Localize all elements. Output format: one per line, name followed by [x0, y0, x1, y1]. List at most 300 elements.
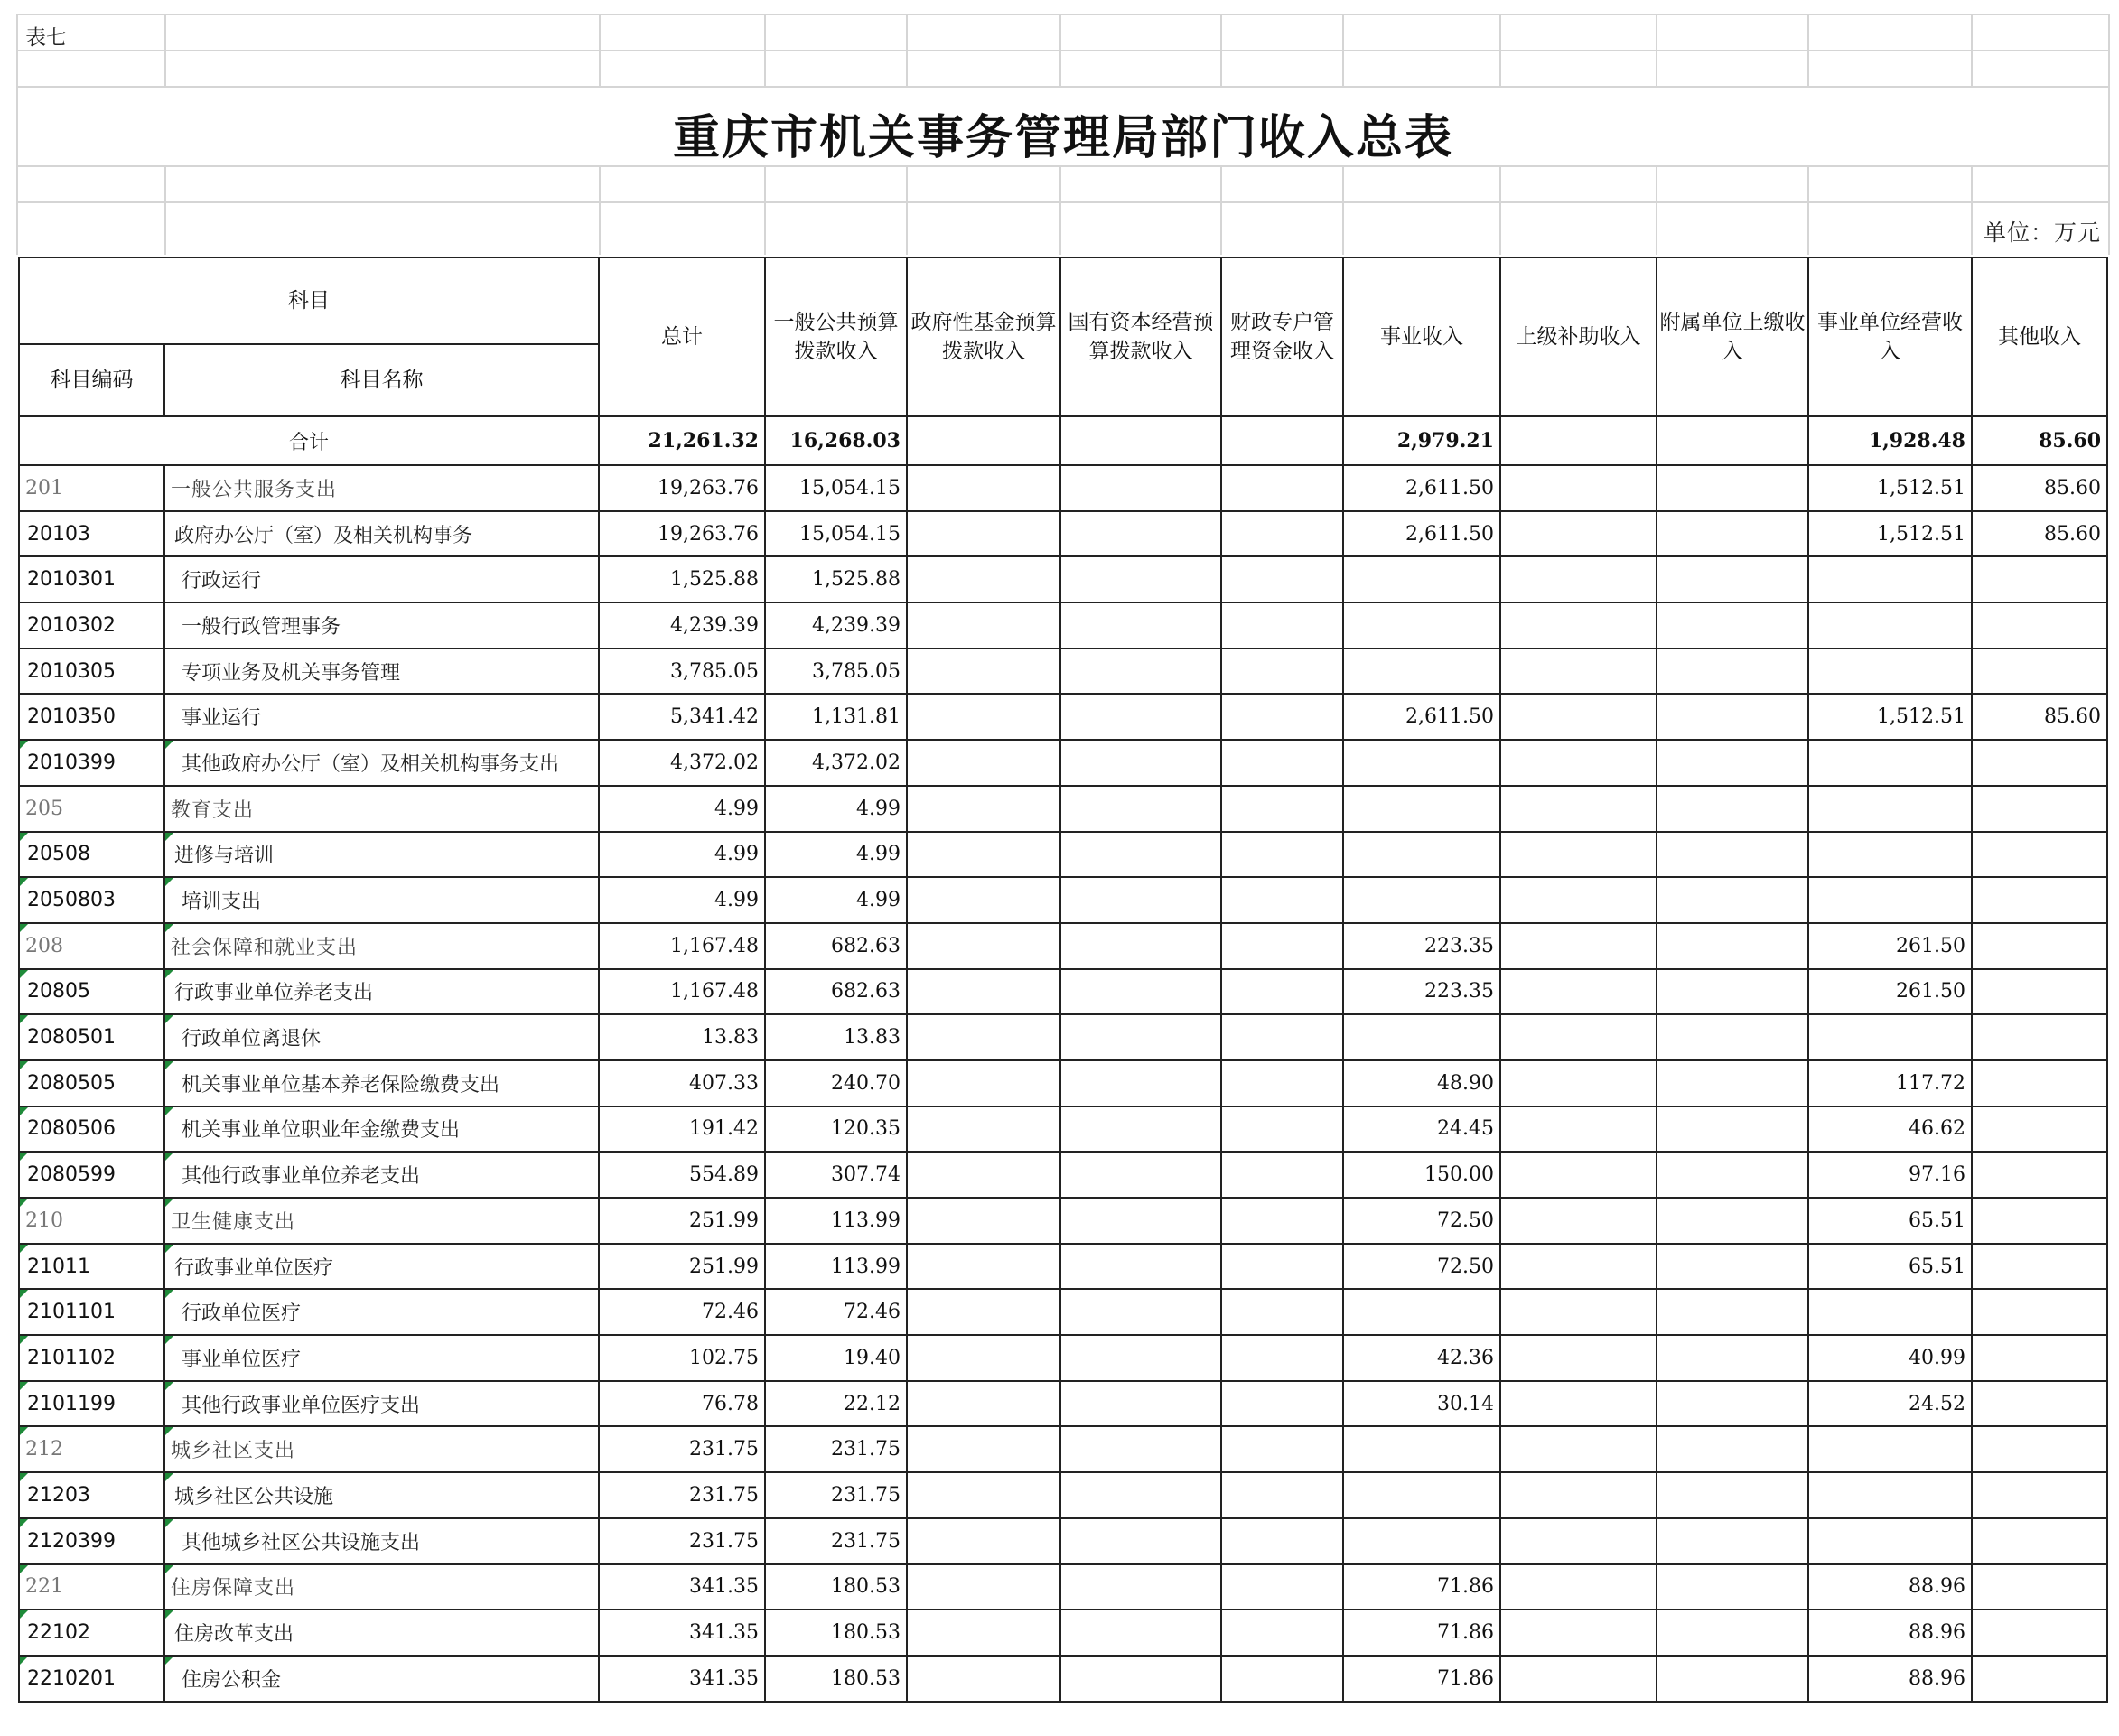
- cell-subsidiary-remit: [1657, 694, 1808, 740]
- subject-code-cell: 2080501: [19, 1014, 164, 1060]
- cell-subsidiary-remit: [1657, 511, 1808, 557]
- subject-code-cell: 2101102: [19, 1335, 164, 1381]
- cell-gov-fund: [907, 969, 1060, 1015]
- subject-name-cell: 机关事业单位基本养老保险缴费支出: [164, 1060, 599, 1106]
- cell-general-budget: 240.70: [765, 1060, 907, 1106]
- cell-total: 231.75: [599, 1426, 765, 1472]
- table-row: [19, 1152, 2107, 1198]
- cell-gov-fund: [907, 786, 1060, 832]
- cell-special-account: [1221, 465, 1343, 511]
- subject-code-cell: 20508: [19, 832, 164, 878]
- cell-operating-income: 261.50: [1808, 923, 1972, 969]
- cell-other-income: [1972, 649, 2107, 695]
- subject-name-cell: 进修与培训: [164, 832, 599, 878]
- table-row: [19, 1472, 2107, 1518]
- cell-other-income: [1972, 740, 2107, 786]
- subject-name-cell: 住房改革支出: [164, 1610, 599, 1656]
- cell-special-account: [1221, 1014, 1343, 1060]
- subject-name-cell: 其他政府办公厅（室）及相关机构事务支出: [164, 740, 599, 786]
- cell-superior-subsidy: [1500, 1472, 1657, 1518]
- subject-name-cell: 事业单位医疗: [164, 1335, 599, 1381]
- cell-operating-income: [1808, 877, 1972, 923]
- cell-gov-fund: [907, 1381, 1060, 1427]
- header-subject-code: 科目编码: [19, 344, 164, 416]
- cell-superior-subsidy: [1500, 1518, 1657, 1564]
- subject-code-cell: 20805: [19, 969, 164, 1015]
- subject-name-cell: 一般行政管理事务: [164, 602, 599, 649]
- cell-total: 231.75: [599, 1518, 765, 1564]
- subject-name-cell: 机关事业单位职业年金缴费支出: [164, 1106, 599, 1153]
- cell-gov-fund: [907, 1564, 1060, 1610]
- subject-code-cell: 2101199: [19, 1381, 164, 1427]
- cell-state-capital: [1060, 877, 1221, 923]
- header-gov-fund: 政府性基金预算拨款收入: [907, 257, 1060, 416]
- cell-subsidiary-remit: [1657, 1564, 1808, 1610]
- total-cell-other-income: 85.60: [1972, 416, 2107, 465]
- cell-state-capital: [1060, 602, 1221, 649]
- cell-gov-fund: [907, 1106, 1060, 1153]
- table-row: [19, 923, 2107, 969]
- table-row: [19, 602, 2107, 649]
- cell-total: 4,239.39: [599, 602, 765, 649]
- cell-total: 554.89: [599, 1152, 765, 1198]
- cell-state-capital: [1060, 1014, 1221, 1060]
- cell-superior-subsidy: [1500, 969, 1657, 1015]
- cell-state-capital: [1060, 1518, 1221, 1564]
- cell-total: 19,263.76: [599, 511, 765, 557]
- header-state-capital: 国有资本经营预算拨款收入: [1060, 257, 1221, 416]
- cell-general-budget: 4.99: [765, 832, 907, 878]
- cell-gov-fund: [907, 602, 1060, 649]
- cell-total: 1,525.88: [599, 556, 765, 602]
- table-row: [19, 1335, 2107, 1381]
- cell-state-capital: [1060, 1610, 1221, 1656]
- cell-gov-fund: [907, 832, 1060, 878]
- cell-special-account: [1221, 602, 1343, 649]
- cell-business-income: 71.86: [1343, 1564, 1500, 1610]
- cell-gov-fund: [907, 649, 1060, 695]
- cell-total: 341.35: [599, 1564, 765, 1610]
- sheet-header-area: [16, 14, 2110, 255]
- cell-operating-income: [1808, 649, 1972, 695]
- cell-special-account: [1221, 1656, 1343, 1702]
- cell-operating-income: 65.51: [1808, 1244, 1972, 1290]
- cell-state-capital: [1060, 1152, 1221, 1198]
- cell-operating-income: 1,512.51: [1808, 511, 1972, 557]
- subject-name-cell: 事业运行: [164, 694, 599, 740]
- cell-general-budget: 1,525.88: [765, 556, 907, 602]
- cell-superior-subsidy: [1500, 740, 1657, 786]
- cell-operating-income: [1808, 832, 1972, 878]
- cell-gov-fund: [907, 1472, 1060, 1518]
- table-row: [19, 969, 2107, 1015]
- subject-code-cell: 201: [19, 465, 164, 511]
- cell-total: 341.35: [599, 1656, 765, 1702]
- table-row: [19, 694, 2107, 740]
- cell-total: 72.46: [599, 1289, 765, 1335]
- cell-superior-subsidy: [1500, 1335, 1657, 1381]
- cell-special-account: [1221, 511, 1343, 557]
- cell-special-account: [1221, 832, 1343, 878]
- cell-special-account: [1221, 1106, 1343, 1153]
- cell-general-budget: 307.74: [765, 1152, 907, 1198]
- cell-superior-subsidy: [1500, 511, 1657, 557]
- cell-business-income: 223.35: [1343, 923, 1500, 969]
- cell-gov-fund: [907, 465, 1060, 511]
- subject-name-cell: 一般公共服务支出: [164, 465, 599, 511]
- cell-gov-fund: [907, 1060, 1060, 1106]
- cell-other-income: [1972, 786, 2107, 832]
- table-row: [19, 1610, 2107, 1656]
- cell-state-capital: [1060, 832, 1221, 878]
- cell-general-budget: 180.53: [765, 1564, 907, 1610]
- cell-operating-income: [1808, 556, 1972, 602]
- cell-gov-fund: [907, 1335, 1060, 1381]
- cell-state-capital: [1060, 1244, 1221, 1290]
- cell-state-capital: [1060, 786, 1221, 832]
- table-row: [19, 832, 2107, 878]
- cell-business-income: [1343, 786, 1500, 832]
- cell-other-income: 85.60: [1972, 465, 2107, 511]
- cell-operating-income: 88.96: [1808, 1610, 1972, 1656]
- cell-special-account: [1221, 1426, 1343, 1472]
- total-cell-business-income: 2,979.21: [1343, 416, 1500, 465]
- cell-general-budget: 120.35: [765, 1106, 907, 1153]
- cell-operating-income: 1,512.51: [1808, 694, 1972, 740]
- unit-label: 单位：万元: [1983, 219, 2101, 246]
- cell-superior-subsidy: [1500, 1564, 1657, 1610]
- cell-state-capital: [1060, 1198, 1221, 1244]
- subject-code-cell: 205: [19, 786, 164, 832]
- cell-other-income: [1972, 969, 2107, 1015]
- header-subject: 科目: [19, 257, 599, 344]
- cell-other-income: 85.60: [1972, 511, 2107, 557]
- cell-business-income: 42.36: [1343, 1335, 1500, 1381]
- cell-general-budget: 22.12: [765, 1381, 907, 1427]
- cell-business-income: [1343, 832, 1500, 878]
- cell-gov-fund: [907, 1198, 1060, 1244]
- cell-gov-fund: [907, 556, 1060, 602]
- cell-general-budget: 180.53: [765, 1656, 907, 1702]
- cell-superior-subsidy: [1500, 1656, 1657, 1702]
- table-row: [19, 649, 2107, 695]
- cell-subsidiary-remit: [1657, 740, 1808, 786]
- cell-operating-income: [1808, 786, 1972, 832]
- subject-code-cell: 2210201: [19, 1656, 164, 1702]
- cell-subsidiary-remit: [1657, 832, 1808, 878]
- cell-business-income: 223.35: [1343, 969, 1500, 1015]
- cell-operating-income: 1,512.51: [1808, 465, 1972, 511]
- cell-superior-subsidy: [1500, 694, 1657, 740]
- cell-superior-subsidy: [1500, 465, 1657, 511]
- cell-general-budget: 180.53: [765, 1610, 907, 1656]
- subject-name-cell: 行政运行: [164, 556, 599, 602]
- cell-general-budget: 113.99: [765, 1198, 907, 1244]
- subject-name-cell: 住房保障支出: [164, 1564, 599, 1610]
- cell-operating-income: 88.96: [1808, 1564, 1972, 1610]
- subject-name-cell: 专项业务及机关事务管理: [164, 649, 599, 695]
- subject-name-cell: 行政单位离退休: [164, 1014, 599, 1060]
- cell-subsidiary-remit: [1657, 649, 1808, 695]
- subject-code-cell: 2101101: [19, 1289, 164, 1335]
- table-row: [19, 1289, 2107, 1335]
- cell-operating-income: [1808, 1289, 1972, 1335]
- cell-superior-subsidy: [1500, 1198, 1657, 1244]
- cell-operating-income: 24.52: [1808, 1381, 1972, 1427]
- cell-total: 341.35: [599, 1610, 765, 1656]
- table-row: [19, 1198, 2107, 1244]
- cell-state-capital: [1060, 1289, 1221, 1335]
- table-row: [19, 465, 2107, 511]
- cell-general-budget: 113.99: [765, 1244, 907, 1290]
- cell-special-account: [1221, 1610, 1343, 1656]
- subject-code-cell: 21011: [19, 1244, 164, 1290]
- cell-state-capital: [1060, 694, 1221, 740]
- table-row: [19, 1656, 2107, 1702]
- header-business-income: 事业收入: [1343, 257, 1500, 416]
- cell-business-income: 30.14: [1343, 1381, 1500, 1427]
- cell-special-account: [1221, 1152, 1343, 1198]
- cell-general-budget: 4,239.39: [765, 602, 907, 649]
- subject-name-cell: 住房公积金: [164, 1656, 599, 1702]
- cell-gov-fund: [907, 1656, 1060, 1702]
- subject-name-cell: 社会保障和就业支出: [164, 923, 599, 969]
- cell-total: 231.75: [599, 1472, 765, 1518]
- cell-other-income: [1972, 1518, 2107, 1564]
- cell-business-income: [1343, 1426, 1500, 1472]
- header-subject-name: 科目名称: [164, 344, 599, 416]
- cell-other-income: [1972, 877, 2107, 923]
- header-subsidiary-remit: 附属单位上缴收入: [1657, 257, 1808, 416]
- cell-superior-subsidy: [1500, 1610, 1657, 1656]
- subject-code-cell: 2080506: [19, 1106, 164, 1153]
- cell-state-capital: [1060, 1472, 1221, 1518]
- cell-state-capital: [1060, 1106, 1221, 1153]
- cell-general-budget: 72.46: [765, 1289, 907, 1335]
- cell-total: 191.42: [599, 1106, 765, 1153]
- total-cell-state-capital: [1060, 416, 1221, 465]
- table-row: [19, 877, 2107, 923]
- cell-other-income: [1972, 923, 2107, 969]
- cell-operating-income: [1808, 602, 1972, 649]
- subject-code-cell: 2080599: [19, 1152, 164, 1198]
- cell-subsidiary-remit: [1657, 1472, 1808, 1518]
- cell-total: 3,785.05: [599, 649, 765, 695]
- cell-total: 407.33: [599, 1060, 765, 1106]
- table-row: [19, 1014, 2107, 1060]
- subject-name-cell: 其他行政事业单位医疗支出: [164, 1381, 599, 1427]
- cell-other-income: [1972, 1564, 2107, 1610]
- cell-state-capital: [1060, 1381, 1221, 1427]
- header-other-income: 其他收入: [1972, 257, 2107, 416]
- cell-subsidiary-remit: [1657, 1244, 1808, 1290]
- cell-gov-fund: [907, 923, 1060, 969]
- cell-superior-subsidy: [1500, 1152, 1657, 1198]
- cell-operating-income: 46.62: [1808, 1106, 1972, 1153]
- cell-operating-income: 117.72: [1808, 1060, 1972, 1106]
- subject-code-cell: 2120399: [19, 1518, 164, 1564]
- total-cell-operating-income: 1,928.48: [1808, 416, 1972, 465]
- cell-general-budget: 682.63: [765, 923, 907, 969]
- cell-subsidiary-remit: [1657, 1014, 1808, 1060]
- cell-special-account: [1221, 969, 1343, 1015]
- table-row: [19, 1426, 2107, 1472]
- cell-state-capital: [1060, 740, 1221, 786]
- cell-total: 4,372.02: [599, 740, 765, 786]
- subject-code-cell: 210: [19, 1198, 164, 1244]
- cell-state-capital: [1060, 1335, 1221, 1381]
- subject-name-cell: 城乡社区公共设施: [164, 1472, 599, 1518]
- subject-name-cell: 政府办公厅（室）及相关机构事务: [164, 511, 599, 557]
- cell-operating-income: [1808, 740, 1972, 786]
- cell-business-income: [1343, 1289, 1500, 1335]
- cell-total: 4.99: [599, 877, 765, 923]
- cell-special-account: [1221, 740, 1343, 786]
- cell-total: 1,167.48: [599, 969, 765, 1015]
- cell-state-capital: [1060, 465, 1221, 511]
- cell-superior-subsidy: [1500, 1426, 1657, 1472]
- total-cell-subsidiary-remit: [1657, 416, 1808, 465]
- subject-name-cell: 城乡社区支出: [164, 1426, 599, 1472]
- cell-business-income: [1343, 1472, 1500, 1518]
- cell-special-account: [1221, 1198, 1343, 1244]
- table-row: [19, 786, 2107, 832]
- cell-special-account: [1221, 877, 1343, 923]
- cell-other-income: [1972, 1244, 2107, 1290]
- cell-subsidiary-remit: [1657, 1518, 1808, 1564]
- table-row: [19, 1518, 2107, 1564]
- cell-superior-subsidy: [1500, 923, 1657, 969]
- cell-other-income: [1972, 832, 2107, 878]
- header-general-budget: 一般公共预算拨款收入: [765, 257, 907, 416]
- cell-other-income: [1972, 1106, 2107, 1153]
- cell-superior-subsidy: [1500, 1289, 1657, 1335]
- header-operating-income: 事业单位经营收入: [1808, 257, 1972, 416]
- cell-superior-subsidy: [1500, 786, 1657, 832]
- cell-state-capital: [1060, 969, 1221, 1015]
- cell-subsidiary-remit: [1657, 465, 1808, 511]
- total-cell-special-account: [1221, 416, 1343, 465]
- cell-other-income: [1972, 1289, 2107, 1335]
- cell-other-income: [1972, 1198, 2107, 1244]
- cell-operating-income: 65.51: [1808, 1198, 1972, 1244]
- cell-operating-income: 97.16: [1808, 1152, 1972, 1198]
- subject-name-cell: 其他城乡社区公共设施支出: [164, 1518, 599, 1564]
- subject-code-cell: 2010399: [19, 740, 164, 786]
- total-cell-general-budget: 16,268.03: [765, 416, 907, 465]
- subject-code-cell: 22102: [19, 1610, 164, 1656]
- total-cell-total: 21,261.32: [599, 416, 765, 465]
- cell-operating-income: [1808, 1518, 1972, 1564]
- cell-general-budget: 13.83: [765, 1014, 907, 1060]
- cell-operating-income: [1808, 1472, 1972, 1518]
- cell-subsidiary-remit: [1657, 1335, 1808, 1381]
- cell-business-income: [1343, 740, 1500, 786]
- cell-operating-income: [1808, 1014, 1972, 1060]
- cell-other-income: [1972, 1335, 2107, 1381]
- cell-state-capital: [1060, 1060, 1221, 1106]
- cell-state-capital: [1060, 649, 1221, 695]
- cell-business-income: [1343, 556, 1500, 602]
- cell-total: 1,167.48: [599, 923, 765, 969]
- cell-subsidiary-remit: [1657, 1381, 1808, 1427]
- sheet-label: 表七: [25, 26, 67, 50]
- cell-total: 4.99: [599, 786, 765, 832]
- cell-operating-income: 88.96: [1808, 1656, 1972, 1702]
- cell-other-income: [1972, 1152, 2107, 1198]
- table-row: [19, 1244, 2107, 1290]
- cell-other-income: [1972, 1656, 2107, 1702]
- cell-total: 251.99: [599, 1244, 765, 1290]
- subject-name-cell: 其他行政事业单位养老支出: [164, 1152, 599, 1198]
- subject-code-cell: 212: [19, 1426, 164, 1472]
- cell-business-income: 150.00: [1343, 1152, 1500, 1198]
- table-row: [19, 1106, 2107, 1153]
- cell-special-account: [1221, 1289, 1343, 1335]
- header-special-account: 财政专户管理资金收入: [1221, 257, 1343, 416]
- subject-name-cell: 行政单位医疗: [164, 1289, 599, 1335]
- cell-business-income: 72.50: [1343, 1198, 1500, 1244]
- cell-business-income: [1343, 1518, 1500, 1564]
- cell-special-account: [1221, 1381, 1343, 1427]
- cell-special-account: [1221, 649, 1343, 695]
- cell-operating-income: 261.50: [1808, 969, 1972, 1015]
- cell-subsidiary-remit: [1657, 877, 1808, 923]
- cell-general-budget: 4.99: [765, 786, 907, 832]
- cell-business-income: 71.86: [1343, 1656, 1500, 1702]
- subject-name-cell: 培训支出: [164, 877, 599, 923]
- cell-other-income: [1972, 1426, 2107, 1472]
- cell-general-budget: 4.99: [765, 877, 907, 923]
- cell-superior-subsidy: [1500, 832, 1657, 878]
- subject-name-cell: 教育支出: [164, 786, 599, 832]
- subject-code-cell: 20103: [19, 511, 164, 557]
- cell-superior-subsidy: [1500, 1060, 1657, 1106]
- cell-special-account: [1221, 556, 1343, 602]
- table-row: [19, 1381, 2107, 1427]
- cell-gov-fund: [907, 511, 1060, 557]
- cell-state-capital: [1060, 1564, 1221, 1610]
- cell-subsidiary-remit: [1657, 1198, 1808, 1244]
- cell-state-capital: [1060, 511, 1221, 557]
- cell-subsidiary-remit: [1657, 556, 1808, 602]
- cell-subsidiary-remit: [1657, 786, 1808, 832]
- cell-subsidiary-remit: [1657, 602, 1808, 649]
- cell-superior-subsidy: [1500, 877, 1657, 923]
- cell-state-capital: [1060, 1656, 1221, 1702]
- cell-subsidiary-remit: [1657, 1289, 1808, 1335]
- table-row: [19, 740, 2107, 786]
- cell-subsidiary-remit: [1657, 1060, 1808, 1106]
- cell-business-income: [1343, 602, 1500, 649]
- cell-general-budget: 231.75: [765, 1426, 907, 1472]
- cell-special-account: [1221, 1060, 1343, 1106]
- cell-special-account: [1221, 786, 1343, 832]
- cell-subsidiary-remit: [1657, 1610, 1808, 1656]
- subject-code-cell: 21203: [19, 1472, 164, 1518]
- cell-business-income: 24.45: [1343, 1106, 1500, 1153]
- subject-name-cell: 卫生健康支出: [164, 1198, 599, 1244]
- cell-superior-subsidy: [1500, 1106, 1657, 1153]
- subject-code-cell: 2050803: [19, 877, 164, 923]
- cell-other-income: [1972, 556, 2107, 602]
- cell-total: 4.99: [599, 832, 765, 878]
- cell-total: 251.99: [599, 1198, 765, 1244]
- cell-special-account: [1221, 1564, 1343, 1610]
- cell-gov-fund: [907, 1152, 1060, 1198]
- cell-general-budget: 19.40: [765, 1335, 907, 1381]
- cell-total: 5,341.42: [599, 694, 765, 740]
